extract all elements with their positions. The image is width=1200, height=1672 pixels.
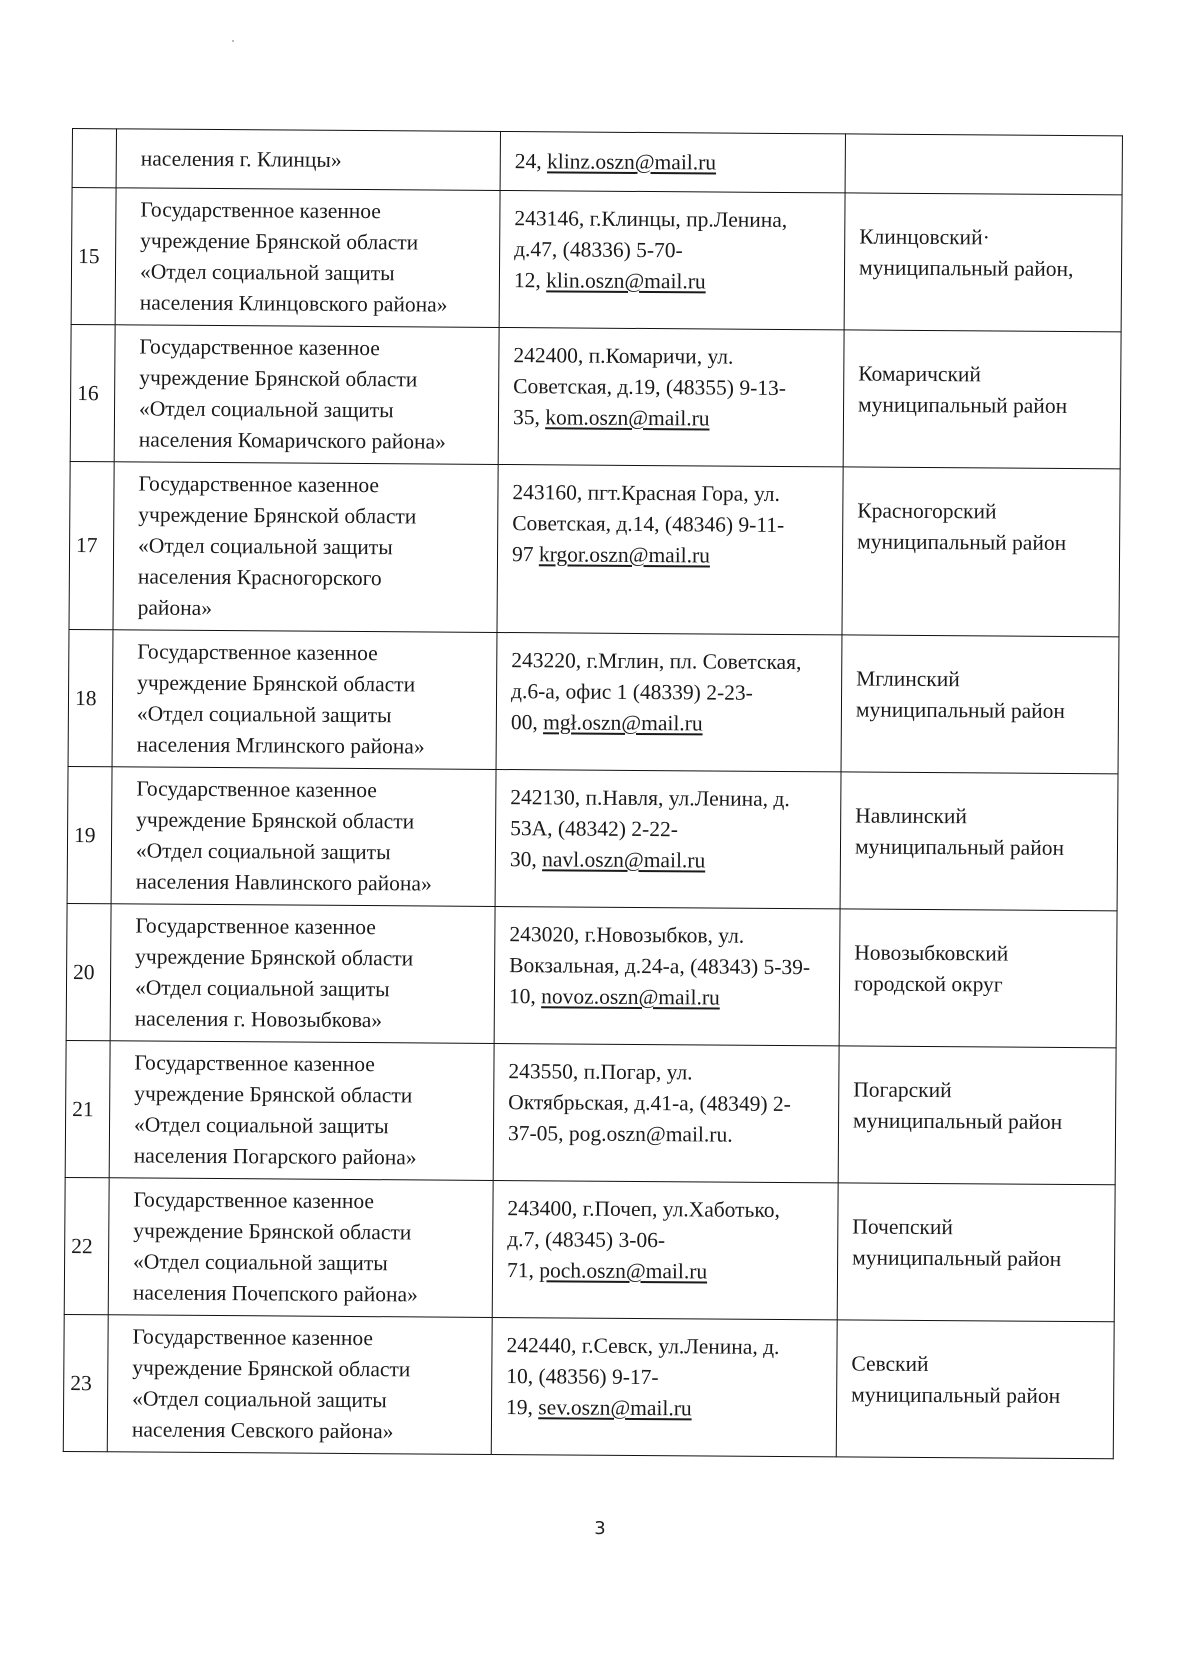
address-text: 97: [511, 542, 539, 567]
institution-name-line: населения г. Новозыбкова»: [134, 1006, 383, 1033]
municipal-area-line: муниципальный район: [854, 834, 1065, 860]
address-line: [506, 1361, 828, 1394]
address-text: 243400, г.Почеп, ул.Хаботько,: [507, 1196, 780, 1222]
municipal-area-cell: [845, 134, 1122, 195]
institution-name-line: «Отдел социальной защиты: [138, 396, 394, 423]
table-row: [65, 1040, 1116, 1184]
institution-name-line: населения г. Клинцы»: [140, 145, 342, 172]
institution-name-line: учреждение Брянской области: [138, 502, 417, 529]
email-link[interactable]: poch.oszn@mail.ru: [539, 1258, 708, 1284]
institution-name-cell: [111, 767, 496, 907]
email-link[interactable]: sev.oszn@mail.ru: [538, 1395, 692, 1421]
address-text: 19,: [505, 1395, 539, 1420]
address-cell: [494, 906, 840, 1045]
institution-name-line: Государственное казенное: [139, 334, 380, 361]
municipal-area-line: Комаричский: [858, 361, 982, 387]
institution-name-line: населения Навлинского района»: [135, 869, 432, 896]
institution-name-line: населения Мглинского района»: [136, 732, 425, 759]
institution-name-line: Государственное казенное: [134, 1050, 375, 1077]
address-cell: [491, 1317, 837, 1456]
institution-name-line: учреждение Брянской области: [132, 1355, 411, 1382]
institution-name-line: Государственное казенное: [137, 639, 378, 666]
row-number-cell: [64, 1177, 109, 1314]
institution-name-line: «Отдел социальной защиты: [136, 701, 392, 728]
address-text: 12,: [513, 268, 547, 293]
scan-artifact: [232, 40, 234, 42]
institution-name-line: Государственное казенное: [136, 776, 377, 803]
municipal-area-cell: [839, 909, 1117, 1048]
row-number: 17: [76, 533, 98, 558]
address-line: [513, 371, 835, 404]
municipal-area-cell: [841, 635, 1119, 774]
institution-name-line: населения Клинцовского района»: [139, 290, 448, 317]
email-link[interactable]: novoz.oszn@mail.ru: [541, 984, 720, 1010]
email-link: pog.oszn@mail.ru.: [568, 1121, 733, 1147]
row-number-cell: [70, 324, 115, 461]
address-line: [506, 1392, 828, 1425]
institution-name-line: учреждение Брянской области: [133, 1218, 412, 1245]
row-number-cell: [68, 629, 113, 766]
institution-name-line: населения Севского района»: [131, 1417, 394, 1444]
address-line: [510, 813, 832, 846]
address-text: 10,: [508, 984, 542, 1009]
row-number: 23: [70, 1370, 92, 1395]
address-line: [509, 919, 831, 952]
municipal-area-line: городской округ: [853, 971, 1003, 997]
institution-name-line: учреждение Брянской области: [135, 944, 414, 971]
municipal-area-line: Почепский: [852, 1214, 954, 1240]
row-number: 16: [77, 380, 99, 405]
institution-name-line: Государственное казенное: [138, 471, 380, 498]
table-row: [66, 903, 1117, 1047]
municipal-area-line: муниципальный район,: [858, 255, 1074, 281]
row-number-cell: [69, 461, 114, 629]
institution-name-line: «Отдел социальной защиты: [138, 533, 393, 560]
address-text: 242440, г.Севск, ул.Ленина, д.: [506, 1333, 780, 1359]
institution-name-line: Государственное казенное: [140, 197, 381, 224]
address-line: [509, 950, 831, 983]
institution-name-line: учреждение Брянской области: [136, 807, 415, 834]
institution-name-cell: [115, 188, 500, 328]
row-number: 20: [73, 959, 95, 984]
institution-name-line: Государственное казенное: [133, 1187, 375, 1214]
municipal-area-line: Погарский: [853, 1077, 952, 1103]
address-text: 242130, п.Навля, ул.Ленина, д.: [510, 785, 790, 812]
address-line: [515, 146, 837, 179]
institution-name-cell: [107, 1315, 492, 1455]
municipal-area-cell: [838, 1046, 1116, 1185]
address-text: 00,: [510, 710, 544, 735]
address-line: [511, 645, 833, 678]
address-line: [507, 1224, 829, 1257]
email-link[interactable]: klin.oszn@mail.ru: [546, 268, 706, 294]
address-line: [510, 844, 832, 877]
address-text: д.47, (48336) 5-70-: [514, 237, 683, 263]
email-link[interactable]: krgor.oszn@mail.ru: [538, 542, 711, 568]
address-text: 53А, (48342) 2-22-: [510, 816, 678, 842]
address-cell: [492, 1180, 838, 1319]
row-number-cell: [71, 188, 116, 325]
email-link[interactable]: kom.oszn@mail.ru: [545, 405, 710, 431]
institution-name-line: населения Комаричского района»: [138, 427, 446, 454]
address-text: 243020, г.Новозыбков, ул.: [509, 922, 745, 948]
address-line: [508, 1118, 830, 1151]
address-text: 35,: [512, 405, 546, 430]
table-row: [72, 129, 1122, 195]
municipal-area-cell: [843, 330, 1121, 469]
address-cell: [495, 769, 841, 908]
institution-name-line: «Отдел социальной защиты: [134, 975, 390, 1002]
address-cell: [500, 131, 845, 192]
institution-name-line: «Отдел социальной защиты: [132, 1386, 387, 1413]
institution-name-line: учреждение Брянской области: [134, 1081, 413, 1108]
address-line: [514, 203, 836, 236]
address-line: [514, 234, 836, 267]
municipal-area-line: муниципальный район: [851, 1382, 1061, 1408]
address-text: д.7, (48345) 3-06-: [507, 1227, 666, 1253]
row-number: 15: [78, 243, 100, 268]
address-line: [507, 1255, 829, 1288]
address-line: [513, 402, 835, 435]
table-row: [68, 629, 1119, 773]
address-text: Вокзальная, д.24-а, (48343) 5-39-: [509, 953, 811, 980]
email-link[interactable]: mgł.oszn@mail.ru: [543, 710, 703, 736]
institution-name-line: «Отдел социальной защиты: [133, 1112, 389, 1139]
address-line: [511, 676, 833, 709]
address-text: 71,: [506, 1258, 540, 1283]
address-text: 24,: [514, 148, 548, 173]
table-row: [71, 188, 1122, 332]
municipal-area-line: Клинцовский·: [859, 224, 990, 250]
address-cell: [499, 190, 845, 329]
table-body: [63, 129, 1122, 1459]
table-row: [63, 1314, 1114, 1458]
address-line: [508, 1087, 830, 1120]
row-number: 21: [72, 1096, 94, 1121]
institution-name-line: Государственное казенное: [135, 913, 376, 940]
institution-name-line: учреждение Брянской области: [140, 228, 419, 255]
address-line: [511, 707, 833, 740]
page-number: 3: [594, 1518, 606, 1539]
row-number-cell: [67, 766, 112, 903]
institution-name-cell: [108, 1178, 493, 1318]
institution-name-cell: [110, 904, 495, 1044]
institution-name-line: населения Погарского района»: [133, 1143, 417, 1170]
row-number: 19: [73, 822, 96, 847]
address-text: 30,: [509, 847, 543, 872]
institution-name-line: Государственное казенное: [132, 1324, 374, 1351]
row-number-cell: [65, 1040, 110, 1177]
row-number: 22: [71, 1233, 93, 1258]
address-text: 10, (48356) 9-17-: [506, 1364, 659, 1390]
address-text: 243220, г.Мглин, пл. Советская,: [511, 648, 802, 675]
row-number-cell: [63, 1314, 108, 1451]
municipal-area-line: муниципальный район: [857, 529, 1067, 555]
address-text: Советская, д.19, (48355) 9-13-: [513, 374, 787, 400]
address-line: [508, 1056, 830, 1089]
address-text: 243550, п.Погар, ул.: [508, 1059, 693, 1085]
municipal-area-line: Красногорский: [857, 498, 997, 524]
institution-name-cell: [114, 325, 499, 465]
address-line: [510, 782, 832, 815]
institution-name-line: района»: [137, 595, 213, 620]
address-text: 243160, пгт.Красная Гора, ул.: [512, 480, 781, 506]
email-link[interactable]: klinz.oszn@mail.ru: [546, 148, 717, 174]
address-text: Советская, д.14, (48346) 9-11-: [512, 511, 785, 537]
table-row: [64, 1177, 1115, 1321]
municipal-area-line: Навлинский: [855, 803, 967, 829]
institution-name-cell: [109, 1041, 494, 1181]
municipal-area-cell: [836, 1320, 1114, 1459]
address-text: 242400, п.Комаричи, ул.: [513, 343, 734, 369]
institution-name-cell: [113, 462, 498, 633]
institution-name-line: «Отдел социальной защиты: [135, 838, 391, 865]
address-text: Октябрьская, д.41-а, (48349) 2-: [508, 1090, 791, 1117]
address-cell: [497, 464, 843, 634]
address-line: [512, 508, 834, 541]
municipal-area-line: Мглинский: [856, 666, 960, 692]
row-number-cell: [72, 129, 116, 188]
table-row: [69, 461, 1120, 636]
municipal-area-cell: [842, 467, 1120, 637]
institution-name-cell: [116, 129, 500, 191]
address-cell: [498, 327, 844, 466]
row-number: 18: [74, 685, 97, 710]
municipal-area-line: муниципальный район: [853, 1108, 1063, 1134]
municipal-area-cell: [844, 193, 1122, 332]
institution-name-cell: [112, 630, 497, 770]
email-link[interactable]: navl.oszn@mail.ru: [542, 847, 706, 873]
address-text: 243146, г.Клинцы, пр.Ленина,: [514, 206, 788, 232]
municipal-area-line: муниципальный район: [852, 1245, 1062, 1271]
address-line: [512, 539, 834, 572]
institution-name-line: «Отдел социальной защиты: [133, 1249, 388, 1276]
address-line: [507, 1193, 829, 1226]
address-cell: [496, 632, 842, 771]
institution-name-line: населения Почепского района»: [132, 1280, 418, 1307]
address-line: [506, 1330, 828, 1363]
address-line: [509, 981, 831, 1014]
municipal-area-line: муниципальный район: [855, 697, 1066, 723]
address-line: [513, 340, 835, 373]
address-line: [512, 477, 834, 510]
address-text: 37-05,: [507, 1121, 569, 1146]
address-cell: [493, 1043, 839, 1182]
institution-name-line: «Отдел социальной защиты: [139, 259, 395, 286]
institution-name-line: учреждение Брянской области: [139, 365, 418, 392]
municipal-area-cell: [837, 1183, 1115, 1322]
institution-name-line: населения Красногорского: [137, 564, 382, 591]
institution-name-line: учреждение Брянской области: [137, 670, 416, 697]
address-line: [514, 265, 836, 298]
municipal-area-line: муниципальный район: [858, 392, 1068, 418]
table-row: [67, 766, 1118, 910]
social-protection-offices-table: [63, 128, 1123, 1459]
table-row: [70, 324, 1121, 468]
municipal-area-line: Севский: [851, 1351, 929, 1377]
municipal-area-line: Новозыбковский: [854, 940, 1009, 966]
row-number-cell: [66, 903, 111, 1040]
address-text: д.6-а, офис 1 (48339) 2-23-: [510, 679, 753, 705]
municipal-area-cell: [840, 772, 1118, 911]
